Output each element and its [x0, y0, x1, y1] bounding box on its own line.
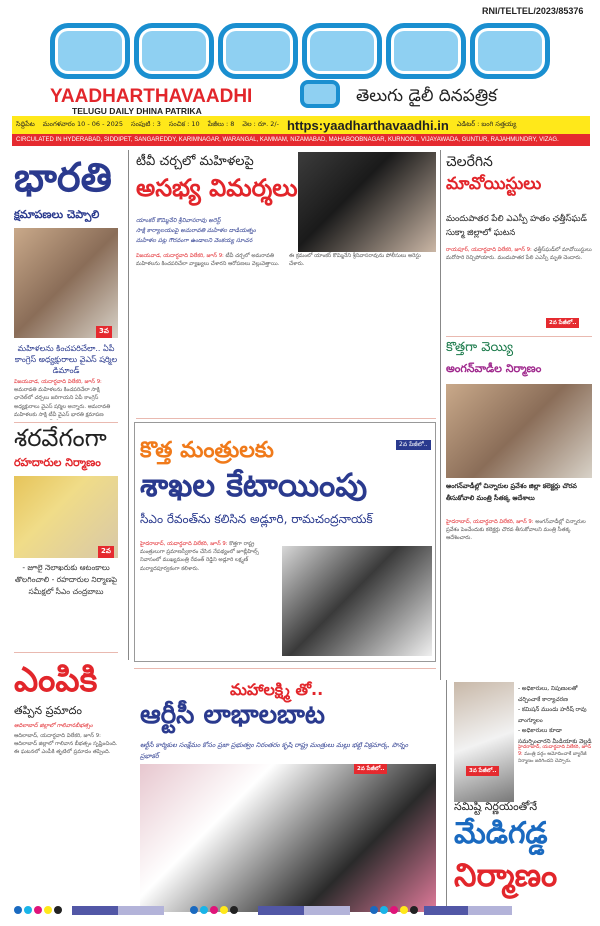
brand-english: YAADHARTHAVAADHI — [50, 86, 253, 107]
circulation-bar: CIRCULATED IN HYDERABAD, SIDDIPET, SANGAREDDY, KARIMNAGAR, WARANGAL, KAMMAM, NIZAMABAD, MAHABOOBNAGAR, KURNOOL, VIJAYAWADA, GUNTUR, RAJAHMUNDRY, VIZAG. — [12, 134, 590, 146]
mp-lead: ఆదిలాబాద్ జిల్లాలో గాలివానబీభత్సం — [14, 723, 93, 729]
ministers-body — [140, 540, 278, 658]
registration-bar — [72, 906, 164, 915]
mp-sub: తప్పిన ప్రమాదం — [14, 704, 82, 717]
page-ref-tag: 2వ — [98, 546, 114, 558]
dateline: హైదరాబాద్, యదార్థవాది విలేకరి, జూన్ 9: — [518, 745, 592, 757]
bharathi-sub: క్షమాపణలు చెప్పాలి — [14, 208, 100, 221]
tv-kicker: టీవీ చర్చలో మహిళలపై — [136, 154, 254, 169]
roads-sub: రహదారుల నిర్మాణం — [14, 456, 101, 469]
body-text: కొత్తగా రాష్ట్ర మంత్రులుగా ప్రమాణస్వీకారం చేసిన నేపథ్యంలో జూబ్లీహిల్స్ నివాసంలో ముఖ్యమంత్రి రేవంత్ రెడ్డిని అడ్లూరి లక్ష్మణ్ మర్యాదపూర్వకంగా కలిశారు. — [140, 541, 259, 572]
venkaiah-photo — [298, 152, 436, 252]
rtc-photo — [140, 764, 436, 912]
medigadda-bullet: - అధికారులు కూడా సమర్పించారని మీడియాకు వెల్లడి — [518, 728, 592, 745]
ministers-sub: సీఎం రేవంత్‌ను కలిసిన అడ్లూరి, రామచంద్రనాయక్ — [140, 512, 373, 526]
anganwadi-body — [446, 518, 592, 666]
divider — [136, 418, 436, 419]
divider — [134, 668, 436, 669]
color-registration-dots — [190, 906, 238, 914]
ministers-kicker: కొత్త మంత్రులకు — [140, 438, 274, 463]
page-ref-tag: 3వ పేజీలో.. — [466, 766, 499, 776]
rni-number: RNI/TELTEL/2023/85376 — [482, 6, 584, 16]
body-text: టీవీ చర్చలో అమరావతి మహిళలను కించపరిచేలా వ్యాఖ్యలు చేశారని ఆరోపణలు వెల్లువెత్తాయి. ఈ క్రమంలో యాంకర్ కొమ్మినేని శ్రీనివాసరావును పోలీసులు అరెస్టు చేశారు. — [136, 253, 421, 268]
bharathi-body — [14, 378, 118, 420]
anganwadi-title: అంగన్‌వాడీల నిర్మాణం — [446, 362, 542, 375]
logo-emblem — [300, 80, 340, 108]
info-bar — [12, 116, 590, 134]
ministers-photo — [282, 546, 432, 656]
price: వెల : రూ. 2/- — [242, 120, 279, 128]
dateline: హైదరాబాద్, యదార్థవాది విలేకరి, జూన్ 9: — [446, 519, 534, 525]
rtc-sub: ఆర్టీసీ కార్మికుల సంక్షేమం కోసం ప్రజా ప్రభుత్వం నిరంతరం కృషి రాష్ట్ర మంత్రులు మల్లు భట్టి విక్రమార్క, పొన్నం ప్రభాకర్ — [140, 741, 408, 760]
medigadda-kicker: సమిష్టి నిర్ణయంతోనే — [454, 800, 538, 813]
harish-photo — [454, 682, 514, 802]
medigadda-bullet: - అధికారులు, నిపుణులతో చర్చించాకే కార్యాచరణ — [518, 686, 578, 703]
page-ref-tag: 3వ — [96, 326, 112, 338]
brand-subtitle: TELUGU DAILY DHINA PATRIKA — [72, 106, 202, 116]
body-text: అంగన్‌వాడీల్లో చిన్నారుల ప్రవేశం పెంచేందుకు కలెక్టర్లు చొరవ తీసుకోవాలని మంత్రి సీతక్క ఆదేశించారు. — [446, 519, 586, 542]
color-registration-dots — [14, 906, 62, 914]
body-text: ఛత్తీస్‌ఘడ్‌లో మావోయిస్టులు మరోసారి రెచ్చిపోయారు. మందుపాతర పేలి ఎఎస్పీ మృతి చెందారు. — [446, 247, 592, 262]
dateline: హైదరాబాద్, యదార్థవాది విలేకరి, జూన్ 9: — [140, 541, 228, 547]
divider — [446, 336, 592, 337]
divider — [14, 422, 118, 423]
website-link[interactable]: https:yaadharthavaadhi.in — [286, 117, 449, 133]
bharathi-photo — [14, 228, 118, 338]
mp-title: ఎంపికి — [14, 660, 98, 700]
rtc-kicker: మహాలక్ష్మి తో.. — [230, 680, 324, 699]
maoist-sub: మందుపాతర పేలి ఎఎస్పీ హతం ఛత్తీస్‌ఘడ్ సుక్మా జిల్లాలో ఘటన — [446, 214, 587, 238]
seethakka-photo — [446, 384, 592, 478]
page-ref-tag: 2వ పేజీలో.. — [354, 764, 387, 774]
column-divider — [128, 150, 129, 660]
roads-title: శరవేగంగా — [14, 424, 107, 452]
medigadda-body — [518, 744, 594, 794]
place: సిద్దిపేట — [16, 120, 35, 128]
ministers-title: శాఖల కేటాయింపు — [140, 466, 368, 504]
anganwadi-sub: అంగన్‌వాడీల్లో చిన్నారుల ప్రవేశం జిల్లా కలెక్టర్లు చొరవ తీసుకోవాలి మంత్రి సీతక్క ఆదేశాలు — [446, 482, 577, 502]
registration-bar — [258, 906, 350, 915]
tv-body — [136, 252, 436, 412]
dateline: విజయవాడ, యదార్థవాది విలేకరి, జూన్ 9: — [14, 379, 102, 385]
pages: పేజీలు : 8 — [207, 120, 235, 128]
roads-caption: - జూలై నెలాఖరుకు ఆటంకాలు తొలగించాలి - రహదారుల నిర్మాణపై సమీక్షలో సీఎం చంద్రబాబు — [14, 563, 118, 596]
rtc-title: ఆర్టీసీ లాభాలబాట — [140, 700, 325, 730]
page-ref-tag: 2వ పేజీలో.. — [396, 440, 431, 450]
date: మంగళవారం 10 - 06 - 2025 — [42, 120, 124, 128]
body-text: మంత్రి వర్గం ఆమోదించాకే బ్యారేజీ నిర్మాణం జరిగిందని చెప్పారు. — [518, 752, 587, 764]
body-text: అమరావతి మహిళలను కించపరిచేలా సాక్షి ఛానెల్‌లో చర్చలు జరిగాయని ఏపీ కాంగ్రెస్ అధ్యక్షురాలు వైఎస్ షర్మిల అన్నారు. అమరావతి మహిళలకు సాక్షి టీవీ వైఎస్ భారతి క్షమాపణ — [14, 387, 111, 418]
volume: సంపుటి : 3 — [131, 120, 161, 128]
maoist-kicker: చెలరేగిన — [446, 154, 493, 170]
medigadda-bullet: - కమిషన్ ముందు హరీష్ రావు వాంగ్మూలం — [518, 707, 587, 724]
tv-title: అసభ్య విమర్శలు — [136, 174, 298, 202]
tv-bullet: సాక్షి కార్యాలయంపై అమరావతి మహిళల దాడియత్నం — [136, 228, 256, 234]
column-divider — [440, 150, 441, 680]
dateline: రాయపూర్, యదార్థవాది విలేకరి, జూన్ 9: — [446, 247, 532, 253]
divider — [14, 652, 118, 653]
maoist-title: మావోయిస్టులు — [446, 174, 542, 194]
column-divider — [446, 680, 447, 912]
mp-body: ఆదిలాబాద్, యదార్థవాది విలేకరి, జూన్ 9: ఆదిలాబాద్ జిల్లాలో గాలివాన బీభత్సం సృష్టించింది. ఈ ఘటనలో ఎంపీకి తృటిలో ప్రమాదం తప్పింది. — [14, 733, 118, 756]
page-ref-tag: 2వ పేజీలో.. — [546, 318, 579, 328]
medigadda-title: మేడిగడ్డ — [454, 816, 548, 851]
bharathi-headline: మహిళలను కించపరిచేలా.. ఏపీ కాంగ్రెస్ అధ్యక్షురాలు వైఎస్ షర్మిల డిమాండ్ — [14, 344, 118, 375]
bharathi-title: భారతి — [14, 154, 112, 201]
tv-bullets — [136, 216, 296, 246]
maoist-body — [446, 246, 592, 328]
brand-telugu: తెలుగు డైలీ దినపత్రిక — [356, 86, 497, 106]
tv-bullet: మహిళల పట్ల గౌరవంగా ఉండాలని వెంకయ్య సూచన — [136, 238, 253, 244]
issue: సంచిక : 10 — [168, 120, 200, 128]
anganwadi-kicker: కొత్తగా వెయ్యి — [446, 340, 514, 355]
editor: ఎడిటర్ : బంగి సత్తయ్య — [456, 120, 517, 128]
dateline: విజయవాడ, యదార్థవాది విలేకరి, జూన్ 9: — [136, 253, 224, 259]
tv-bullet: యాంకర్ కొమ్మినేని శ్రీనివాసరావు అరెస్ట్ — [136, 218, 221, 224]
registration-bar — [424, 906, 512, 915]
color-registration-dots — [370, 906, 418, 914]
medigadda-bullets — [518, 684, 594, 747]
medigadda-title2: నిర్మాణం — [454, 856, 558, 894]
masthead-logo — [30, 20, 570, 82]
